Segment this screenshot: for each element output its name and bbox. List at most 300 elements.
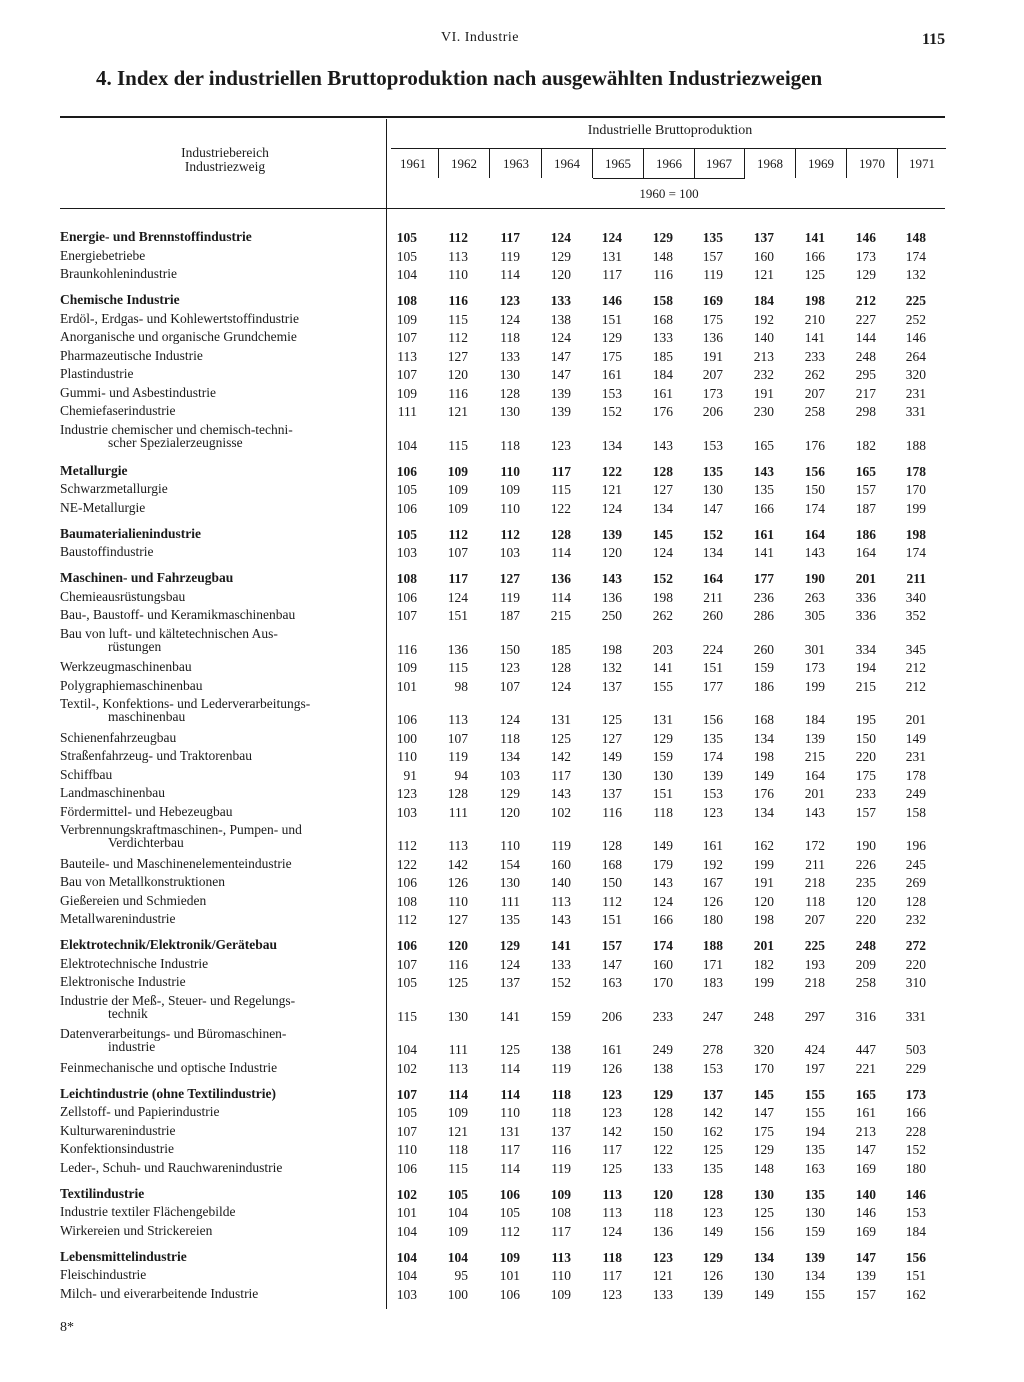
- row-label-text: Fördermittel- und Hebezeugbau: [60, 803, 233, 819]
- table-cell: 116: [602, 804, 622, 820]
- table-cell: 220: [855, 749, 876, 764]
- row-label: [60, 912, 378, 925]
- table-cell: 176: [753, 786, 774, 801]
- table-cell: 148: [905, 230, 926, 245]
- year-header: 1970: [859, 156, 885, 171]
- table-cell: 203: [652, 641, 673, 657]
- row-label-text: Baustoffindustrie: [60, 544, 154, 559]
- table-cell: 133: [652, 1286, 673, 1302]
- table-cell: 184: [905, 1223, 926, 1239]
- table-cell: 156: [753, 1223, 774, 1239]
- table-cell: 161: [652, 385, 673, 401]
- row-label: [60, 608, 378, 621]
- table-cell: 210: [804, 311, 825, 327]
- table-cell: 120: [652, 1186, 673, 1202]
- row-label-text: Industrie der Meß-, Steuer- und Regelungs-: [60, 992, 296, 1008]
- table-cell: 106: [396, 589, 417, 605]
- table-cell: 211: [906, 571, 926, 586]
- table-cell: 135: [702, 463, 723, 479]
- table-cell: 126: [447, 875, 468, 890]
- table-cell: 301: [804, 641, 825, 657]
- table-cell: 249: [652, 1042, 673, 1057]
- row-label: [60, 857, 378, 870]
- table-cell: 182: [855, 437, 876, 453]
- table-cell: 227: [855, 311, 876, 327]
- table-cell: 192: [702, 856, 723, 872]
- table-cell: 149: [702, 1223, 723, 1239]
- table-cell: 146: [905, 330, 926, 345]
- row-label: [60, 660, 378, 673]
- table-cell: 191: [702, 348, 723, 364]
- row-label: [60, 404, 378, 417]
- table-cell: 131: [652, 712, 673, 727]
- table-cell: 160: [550, 856, 571, 872]
- table-cell: 120: [855, 893, 876, 909]
- table-cell: 103: [396, 1286, 417, 1302]
- table-cell: 172: [804, 838, 825, 853]
- table-cell: 159: [550, 1008, 571, 1024]
- table-cell: 310: [905, 975, 926, 990]
- row-label-text: Metallwarenindustrie: [60, 911, 176, 926]
- table-cell: 138: [550, 1042, 571, 1057]
- table-cell: 295: [855, 367, 876, 382]
- table-cell: 122: [652, 1142, 673, 1157]
- table-cell: 137: [550, 1123, 571, 1139]
- row-label: [60, 938, 378, 951]
- table-cell: 174: [652, 938, 673, 953]
- table-cell: 207: [804, 912, 825, 927]
- table-cell: 245: [905, 856, 926, 872]
- table-cell: 94: [454, 767, 468, 783]
- table-cell: 220: [855, 912, 876, 927]
- table-cell: 139: [804, 1249, 825, 1265]
- row-label-text: Polygraphiemaschinenbau: [60, 677, 203, 693]
- row-label: [60, 501, 378, 514]
- table-cell: 115: [448, 1160, 468, 1176]
- table-cell: 120: [753, 893, 774, 909]
- table-cell: 248: [855, 348, 876, 364]
- table-cell: 139: [601, 526, 622, 542]
- row-label: [60, 1105, 378, 1118]
- table-cell: 114: [551, 545, 571, 560]
- table-cell: 224: [702, 641, 723, 657]
- row-label: [60, 1061, 378, 1074]
- table-cell: 110: [397, 749, 417, 764]
- table-cell: 147: [702, 500, 723, 516]
- year-header: 1971: [909, 156, 935, 171]
- table-cell: 106: [396, 500, 417, 516]
- table-cell: 112: [500, 526, 520, 542]
- table-cell: 164: [804, 767, 825, 783]
- table-cell: 118: [500, 730, 520, 746]
- table-cell: 150: [601, 875, 622, 890]
- row-label: [60, 894, 378, 907]
- table-cell: 143: [550, 912, 571, 927]
- table-cell: 116: [448, 293, 468, 308]
- table-cell: 160: [753, 248, 774, 264]
- table-cell: 102: [396, 1060, 417, 1076]
- table-cell: 263: [804, 589, 825, 605]
- table-cell: 136: [447, 641, 468, 657]
- table-cell: 164: [855, 545, 876, 560]
- table-cell: 170: [905, 482, 926, 497]
- row-label-text: Chemiefaserindustrie: [60, 403, 176, 418]
- table-cell: 109: [447, 500, 468, 516]
- table-cell: 167: [702, 875, 723, 890]
- table-cell: 134: [499, 749, 520, 764]
- row-label-text: Landmaschinenbau: [60, 785, 165, 800]
- table-cell: 136: [652, 1223, 673, 1239]
- table-cell: 143: [804, 545, 825, 560]
- table-cell: 137: [702, 1086, 723, 1102]
- year-header: 1962: [451, 156, 477, 171]
- row-label-text: Textil-, Konfektions- und Lederverarbeitungs-: [60, 696, 311, 711]
- table-cell: 117: [551, 767, 571, 783]
- table-cell: 186: [855, 526, 876, 542]
- table-cell: 135: [804, 1142, 825, 1157]
- table-cell: 118: [805, 893, 825, 909]
- table-cell: 141: [550, 938, 571, 953]
- table-cell: 112: [397, 912, 417, 927]
- table-cell: 109: [499, 482, 520, 497]
- table-cell: 169: [855, 1160, 876, 1176]
- table-cell: 105: [396, 230, 417, 245]
- table-cell: 149: [753, 767, 774, 783]
- table-cell: 125: [601, 1160, 622, 1176]
- table-cell: 151: [601, 912, 622, 927]
- table-cell: 111: [448, 1042, 468, 1057]
- table-cell: 106: [396, 463, 417, 479]
- table-cell: 128: [702, 1186, 723, 1202]
- table-cell: 109: [396, 660, 417, 675]
- table-cell: 212: [905, 678, 926, 694]
- table-cell: 150: [804, 482, 825, 497]
- table-cell: 119: [500, 248, 520, 264]
- table-cell: 117: [602, 267, 622, 282]
- row-label: [60, 482, 378, 495]
- table-cell: 121: [601, 482, 622, 497]
- table-cell: 163: [601, 975, 622, 990]
- row-label-text: Straßenfahrzeug- und Traktorenbau: [60, 748, 252, 763]
- table-cell: 123: [601, 1286, 622, 1302]
- stub-header-line2: Industriezweig: [184, 159, 266, 174]
- row-label-text: Milch- und eiverarbeitende Industrie: [60, 1285, 259, 1301]
- table-cell: 146: [905, 1186, 926, 1202]
- table-cell: 173: [804, 660, 825, 675]
- table-cell: 140: [753, 330, 774, 345]
- table-cell: 123: [601, 1086, 622, 1102]
- table-cell: 156: [905, 1249, 926, 1265]
- table-cell: 143: [652, 875, 673, 890]
- table-cell: 174: [905, 248, 926, 264]
- table-cell: 108: [550, 1205, 571, 1220]
- table-cell: 123: [499, 293, 520, 308]
- table-cell: 260: [702, 608, 723, 623]
- table-cell: 218: [804, 975, 825, 990]
- table-cell: 104: [396, 437, 417, 453]
- table-cell: 105: [499, 1205, 520, 1220]
- table-cell: 129: [652, 230, 673, 245]
- table-cell: 286: [753, 608, 774, 623]
- table-cell: 110: [397, 1142, 417, 1157]
- table-cell: 147: [601, 956, 622, 972]
- table-cell: 117: [602, 1268, 622, 1283]
- table-cell: 124: [550, 678, 571, 694]
- row-label-text: Bau-, Baustoff- und Keramikmaschinenbau: [60, 607, 296, 622]
- table-cell: 186: [753, 678, 774, 694]
- row-label: [60, 349, 378, 362]
- table-cell: 198: [753, 749, 774, 764]
- table-cell: 248: [753, 1008, 774, 1024]
- row-label-text: Maschinen- und Fahrzeugbau: [60, 570, 234, 585]
- table-cell: 112: [500, 1223, 520, 1239]
- table-cell: 198: [804, 293, 825, 308]
- table-cell: 177: [702, 678, 723, 694]
- table-cell: 124: [550, 230, 571, 245]
- table-cell: 135: [702, 730, 723, 746]
- table-cell: 225: [804, 938, 825, 953]
- table-cell: 115: [448, 437, 468, 453]
- table-cell: 258: [855, 975, 876, 990]
- row-label-text: Bau von Metallkonstruktionen: [60, 874, 225, 889]
- table-cell: 109: [447, 1223, 468, 1239]
- table-cell: 215: [550, 608, 571, 623]
- table-cell: 331: [905, 1008, 926, 1024]
- table-cell: 196: [905, 838, 926, 853]
- table-cell: 269: [905, 875, 926, 890]
- base-year-label: 1960 = 100: [639, 186, 699, 201]
- table-cell: 107: [396, 367, 417, 382]
- table-cell: 142: [447, 856, 468, 872]
- table-cell: 128: [447, 786, 468, 801]
- table-cell: 105: [396, 482, 417, 497]
- table-cell: 320: [753, 1042, 774, 1057]
- table-cell: 180: [905, 1160, 926, 1176]
- table-cell: 126: [702, 893, 723, 909]
- table-cell: 198: [601, 641, 622, 657]
- table-cell: 212: [905, 660, 926, 675]
- table-cell: 127: [447, 912, 468, 927]
- table-cell: 108: [396, 571, 417, 586]
- table-cell: 152: [601, 404, 622, 419]
- table-cell: 112: [448, 230, 468, 245]
- row-label: [60, 1187, 378, 1200]
- table-cell: 129: [855, 267, 876, 282]
- table-cell: 124: [601, 230, 622, 245]
- table-cell: 146: [601, 293, 622, 308]
- table-cell: 119: [448, 749, 468, 764]
- stub-header-line1: Industriebereich: [181, 145, 269, 160]
- table-cell: 130: [499, 404, 520, 419]
- table-cell: 149: [652, 838, 673, 853]
- table-cell: 114: [500, 267, 520, 282]
- table-cell: 106: [396, 875, 417, 890]
- table-cell: 198: [753, 912, 774, 927]
- row-label: [60, 1205, 378, 1218]
- table-cell: 120: [447, 938, 468, 953]
- table-cell: 91: [403, 767, 417, 783]
- table-cell: 111: [448, 804, 468, 820]
- table-cell: 107: [396, 608, 417, 623]
- table-cell: 143: [601, 571, 622, 586]
- table-cell: 211: [703, 589, 723, 605]
- row-label-continuation: Verdichterbau: [108, 835, 184, 850]
- table-cell: 139: [702, 767, 723, 783]
- table-cell: 206: [601, 1008, 622, 1024]
- table-cell: 133: [652, 330, 673, 345]
- table-cell: 130: [753, 1268, 774, 1283]
- table-cell: 262: [804, 367, 825, 382]
- table-cell: 207: [804, 385, 825, 401]
- table-cell: 121: [447, 1123, 468, 1139]
- table-cell: 120: [447, 367, 468, 382]
- table-cell: 149: [753, 1286, 774, 1302]
- table-cell: 143: [652, 437, 673, 453]
- table-cell: 131: [499, 1123, 520, 1139]
- row-label-text: Werkzeugmaschinenbau: [60, 659, 192, 674]
- row-label: [60, 312, 378, 325]
- row-label: [60, 823, 378, 849]
- row-label-text: Energiebetriebe: [60, 247, 146, 263]
- table-cell: 139: [702, 1286, 723, 1302]
- table-cell: 112: [602, 893, 622, 909]
- row-label: [60, 527, 378, 540]
- table-cell: 109: [447, 1105, 468, 1120]
- table-cell: 165: [855, 1086, 876, 1102]
- table-cell: 131: [601, 248, 622, 264]
- table-cell: 298: [855, 404, 876, 419]
- table-cell: 258: [804, 404, 825, 419]
- table-cell: 120: [499, 804, 520, 820]
- table-cell: 156: [702, 712, 723, 727]
- table-cell: 225: [905, 293, 926, 308]
- row-label: [60, 386, 378, 399]
- table-cell: 106: [396, 938, 417, 953]
- table-cell: 201: [855, 571, 876, 586]
- year-header: 1961: [400, 156, 426, 171]
- table-cell: 113: [448, 248, 468, 264]
- row-label-text: Leder-, Schuh- und Rauchwarenindustrie: [60, 1159, 283, 1175]
- table-cell: 206: [702, 404, 723, 419]
- table-cell: 110: [448, 267, 468, 282]
- row-label-text: Braunkohlenindustrie: [60, 266, 177, 281]
- table-cell: 213: [855, 1123, 876, 1139]
- table-cell: 125: [804, 267, 825, 282]
- table-cell: 125: [702, 1142, 723, 1157]
- table-cell: 128: [601, 838, 622, 853]
- table-cell: 331: [905, 404, 926, 419]
- table-cell: 141: [804, 230, 825, 245]
- table-cell: 123: [550, 437, 571, 453]
- table-cell: 174: [702, 749, 723, 764]
- table-cell: 235: [855, 875, 876, 890]
- table-cell: 100: [447, 1286, 468, 1302]
- table-cell: 159: [804, 1223, 825, 1239]
- table-cell: 173: [855, 248, 876, 264]
- row-label: [60, 423, 378, 449]
- table-cell: 127: [499, 571, 520, 586]
- table-cell: 135: [499, 912, 520, 927]
- table-cell: 138: [550, 311, 571, 327]
- table-cell: 174: [804, 500, 825, 516]
- table-cell: 107: [499, 678, 520, 694]
- table-cell: 175: [601, 348, 622, 364]
- table-cell: 194: [855, 660, 876, 675]
- signature-mark: 8*: [60, 1320, 74, 1335]
- table-cell: 155: [804, 1086, 825, 1102]
- table-cell: 130: [652, 767, 673, 783]
- row-label-text: Elektrotechnische Industrie: [60, 955, 209, 971]
- row-label: [60, 330, 378, 343]
- row-label-text: Gießereien und Schmieden: [60, 892, 207, 908]
- table-cell: 153: [905, 1205, 926, 1220]
- table-cell: 201: [905, 712, 926, 727]
- table-cell: 278: [702, 1042, 723, 1057]
- table-cell: 142: [550, 749, 571, 764]
- table-cell: 113: [551, 893, 571, 909]
- table-cell: 109: [447, 463, 468, 479]
- table-cell: 140: [855, 1186, 876, 1202]
- table-cell: 103: [499, 545, 520, 560]
- table-cell: 218: [804, 875, 825, 890]
- table-cell: 260: [753, 641, 774, 657]
- table-cell: 117: [500, 1142, 520, 1157]
- table-cell: 252: [905, 311, 926, 327]
- table-cell: 176: [652, 404, 673, 419]
- table-cell: 115: [448, 660, 468, 675]
- table-cell: 123: [652, 1249, 673, 1265]
- table-cell: 173: [702, 385, 723, 401]
- table-cell: 127: [601, 730, 622, 746]
- table-cell: 305: [804, 608, 825, 623]
- table-cell: 170: [652, 975, 673, 990]
- table-cell: 111: [397, 404, 417, 419]
- table-cell: 158: [652, 293, 673, 308]
- table-cell: 187: [499, 608, 520, 623]
- year-header: 1965: [605, 156, 631, 171]
- row-label-text: Chemische Industrie: [60, 292, 180, 307]
- table-cell: 121: [652, 1268, 673, 1283]
- row-label: [60, 367, 378, 380]
- table-cell: 262: [652, 608, 673, 623]
- table-cell: 165: [753, 437, 774, 453]
- table-cell: 141: [804, 330, 825, 345]
- table-cell: 221: [855, 1060, 876, 1076]
- table-cell: 146: [855, 230, 876, 245]
- row-label: [60, 571, 378, 584]
- table-cell: 124: [499, 712, 520, 727]
- table-cell: 131: [550, 712, 571, 727]
- table-cell: 134: [601, 437, 622, 453]
- row-label-text: Bauteile- und Maschinenelementeindustrie: [60, 855, 292, 871]
- table-cell: 116: [551, 1142, 571, 1157]
- row-label: [60, 679, 378, 692]
- table-cell: 124: [601, 500, 622, 516]
- table-cell: 103: [396, 545, 417, 560]
- table-cell: 124: [499, 311, 520, 327]
- table-cell: 136: [601, 589, 622, 605]
- table-cell: 117: [602, 1142, 622, 1157]
- row-label: [60, 731, 378, 744]
- table-cell: 250: [601, 608, 622, 623]
- row-label-text: Metallurgie: [60, 462, 128, 478]
- table-cell: 118: [551, 1105, 571, 1120]
- table-cell: 134: [753, 1249, 774, 1265]
- table-cell: 424: [804, 1042, 825, 1057]
- table-cell: 113: [397, 348, 417, 364]
- table-cell: 178: [905, 767, 926, 783]
- table-cell: 114: [448, 1086, 468, 1102]
